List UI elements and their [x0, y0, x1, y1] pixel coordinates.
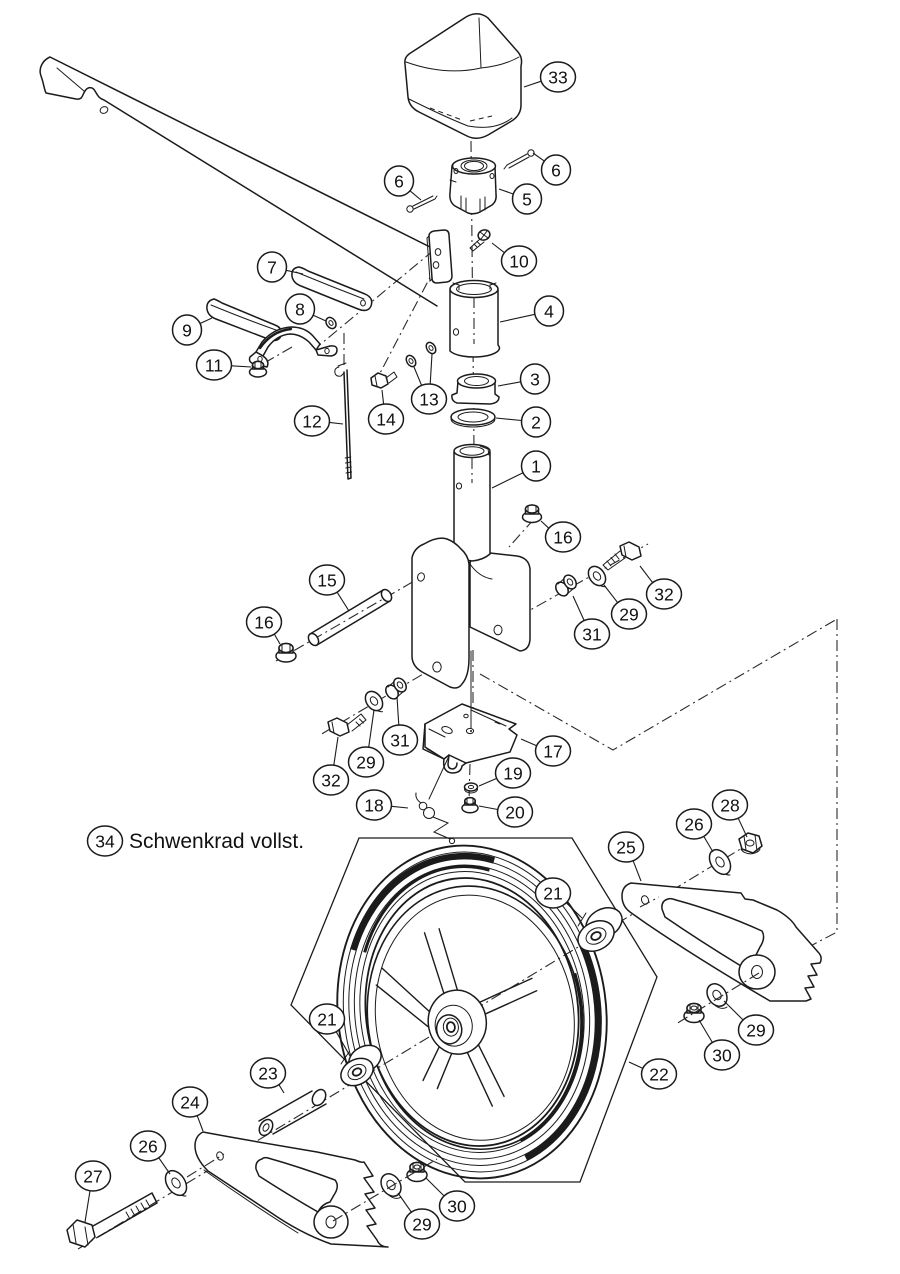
bushing-31-left-mid — [383, 676, 409, 702]
assembly-label-text: Schwenkrad vollst. — [129, 830, 305, 853]
callout-16a — [541, 521, 581, 552]
castle-nut — [450, 158, 496, 214]
callout-leader — [397, 697, 399, 725]
flange-nut-16-left — [276, 644, 296, 663]
callout-number: 8 — [295, 299, 305, 320]
pivot-rod — [306, 588, 393, 648]
callout-26a — [677, 809, 714, 852]
handlebar-tube — [40, 57, 440, 306]
callout-number: 31 — [582, 624, 602, 645]
callout-leader — [274, 634, 280, 644]
callout-30a — [699, 1020, 740, 1070]
callout-leader — [533, 153, 544, 161]
callout-number: 4 — [544, 301, 554, 322]
washer-29-bottom — [377, 1170, 405, 1200]
callout-leader — [313, 315, 326, 321]
callout-number: 31 — [390, 730, 410, 751]
hex-bolt-14 — [371, 372, 397, 388]
callout-number: 18 — [364, 795, 384, 816]
threaded-rod-12 — [335, 363, 352, 479]
washer-19 — [465, 783, 478, 793]
callout-leader — [541, 521, 549, 528]
spring-clip-18 — [416, 756, 455, 844]
callout-number: 32 — [321, 770, 341, 791]
washer-26-right — [705, 846, 735, 878]
washers-13 — [404, 341, 437, 369]
callout-number: 33 — [548, 67, 568, 88]
bushing-upper — [452, 374, 499, 404]
callout-leader — [499, 189, 513, 194]
callout-32a — [640, 566, 682, 609]
callout-number: 30 — [712, 1045, 732, 1066]
callout-19 — [479, 758, 531, 788]
swivel-tube — [450, 281, 499, 358]
callout-leader — [500, 314, 535, 322]
callout-6a — [533, 153, 571, 185]
callout-leader — [524, 81, 541, 87]
callout-number: 21 — [317, 1009, 337, 1030]
hex-nut-28 — [739, 833, 762, 854]
callout-leader — [573, 596, 584, 621]
callout-number: 19 — [503, 763, 523, 784]
wheel — [316, 828, 628, 1196]
callout-number: 6 — [394, 171, 404, 192]
washer-29-lower-right — [703, 980, 731, 1010]
callout-25 — [609, 832, 644, 881]
callout-leader — [521, 739, 537, 746]
callout-number: 10 — [509, 251, 529, 272]
screw — [470, 228, 491, 251]
callout-leader — [232, 366, 252, 367]
callout-number: 29 — [412, 1214, 432, 1235]
callout-leader — [337, 592, 349, 611]
callout-leader — [498, 382, 521, 386]
callout-11 — [197, 350, 252, 380]
callout-leader — [430, 354, 432, 384]
wheel-hub — [424, 986, 490, 1057]
callout-number: 32 — [654, 584, 674, 605]
flange-nut-20 — [462, 798, 478, 813]
callout-leader — [496, 418, 522, 421]
callout-4 — [500, 296, 564, 326]
callout-leader — [369, 710, 374, 747]
spacer-tube — [257, 1087, 329, 1138]
callout-1 — [492, 451, 551, 488]
callout-number: 14 — [376, 409, 396, 430]
callout-leader — [159, 1158, 170, 1174]
callout-number: 16 — [553, 527, 573, 548]
callout-9 — [173, 315, 213, 345]
callout-number: 25 — [616, 837, 636, 858]
callout-32b — [314, 737, 349, 795]
hex-bolt-left-mid — [328, 714, 366, 736]
washer-26-left — [161, 1167, 191, 1199]
callout-number: 29 — [619, 604, 639, 625]
callout-number: 15 — [317, 570, 337, 591]
callout-number: 7 — [267, 257, 277, 278]
callout-27 — [76, 1161, 111, 1222]
callout-number: 17 — [543, 741, 563, 762]
callout-number: 16 — [254, 612, 274, 633]
callout-leader — [410, 191, 421, 200]
callout-leader — [479, 806, 498, 810]
callout-12 — [295, 406, 344, 436]
callout-20 — [479, 797, 533, 827]
flange-nut-11 — [250, 361, 267, 377]
callout-18 — [357, 790, 409, 820]
callout-33 — [524, 62, 576, 92]
callout-leader — [629, 1062, 643, 1068]
callout-number: 23 — [258, 1063, 278, 1084]
callout-26b — [131, 1131, 171, 1174]
callout-29a — [604, 585, 647, 629]
callout-number: 34 — [95, 831, 115, 852]
callout-leader — [382, 390, 384, 404]
callout-leader — [279, 1085, 284, 1093]
callout-5 — [499, 184, 542, 214]
flange-nut-16-upper — [523, 505, 542, 523]
callout-29c — [724, 1001, 774, 1045]
callout-leader — [414, 367, 422, 385]
callout-leader — [640, 566, 653, 583]
callout-number: 29 — [746, 1020, 766, 1041]
hex-bolt-27 — [67, 1193, 157, 1247]
parts — [40, 14, 821, 1247]
callout-13 — [412, 354, 447, 414]
cap — [405, 14, 522, 139]
callout-leader — [492, 473, 523, 488]
callout-leader — [566, 903, 582, 918]
callout-number: 13 — [419, 389, 439, 410]
callout-leader — [197, 1116, 203, 1131]
callout-8 — [286, 294, 327, 324]
callout-leader — [738, 818, 747, 837]
swing-arm-right — [622, 883, 821, 1001]
callout-number: 5 — [522, 189, 532, 210]
callout-leader — [479, 778, 497, 786]
callout-leader — [398, 1193, 411, 1212]
callout-number: 27 — [83, 1166, 103, 1187]
callout-number: 24 — [180, 1092, 200, 1113]
washer-8 — [324, 316, 338, 331]
callout-leader — [200, 318, 212, 324]
cotter-pin-right — [504, 150, 534, 169]
callout-21a — [536, 878, 583, 918]
hex-bolt-upper-right — [603, 542, 641, 570]
callout-number: 6 — [551, 160, 561, 181]
callout-number: 3 — [530, 369, 540, 390]
callout-17 — [521, 736, 571, 766]
callout-leader — [334, 737, 338, 765]
callout-leader — [85, 1191, 90, 1222]
callout-number: 21 — [543, 883, 563, 904]
callout-14 — [369, 390, 404, 434]
callout-number: 12 — [302, 411, 322, 432]
callout-6b — [385, 166, 422, 200]
callout-number: 28 — [720, 795, 740, 816]
callout-number: 11 — [204, 355, 224, 376]
callout-leader — [724, 1001, 743, 1020]
callout-number: 26 — [138, 1136, 158, 1157]
callout-number: 30 — [447, 1196, 467, 1217]
callout-number: 29 — [356, 752, 376, 773]
flange-nut-30-bottom — [407, 1163, 427, 1182]
cotter-pin-left — [407, 196, 437, 212]
callout-28 — [713, 790, 748, 837]
bracket-plate — [427, 230, 452, 283]
callout-15 — [310, 565, 350, 611]
callout-leader — [329, 422, 343, 424]
flange-nut-30-right — [684, 1004, 704, 1023]
callout-number: 22 — [649, 1064, 669, 1085]
callout-number: 1 — [531, 456, 541, 477]
callout-22 — [629, 1059, 677, 1089]
callout-31a — [573, 596, 610, 649]
callout-leader — [633, 861, 641, 881]
callout-number: 20 — [505, 802, 525, 823]
callout-leader — [391, 806, 408, 808]
callout-10 — [492, 243, 537, 276]
callout-leader — [704, 836, 713, 852]
callout-31b — [383, 697, 418, 755]
callout-leader — [699, 1020, 712, 1043]
swing-arm-left — [195, 1132, 388, 1247]
callout-34 — [88, 826, 123, 856]
callout-23 — [251, 1058, 286, 1093]
bearing-21-left — [336, 1040, 386, 1091]
callout-leader — [426, 1178, 444, 1196]
callout-3 — [498, 364, 550, 394]
callout-leader — [492, 243, 504, 253]
callout-24 — [173, 1087, 208, 1131]
callout-2 — [496, 407, 551, 437]
callout-number: 9 — [182, 320, 192, 341]
callout-16b — [247, 607, 282, 644]
callout-number: 2 — [531, 412, 541, 433]
callout-number: 26 — [684, 814, 704, 835]
callout-leader — [604, 585, 618, 603]
callout-29d — [398, 1193, 440, 1239]
ring — [451, 409, 495, 427]
